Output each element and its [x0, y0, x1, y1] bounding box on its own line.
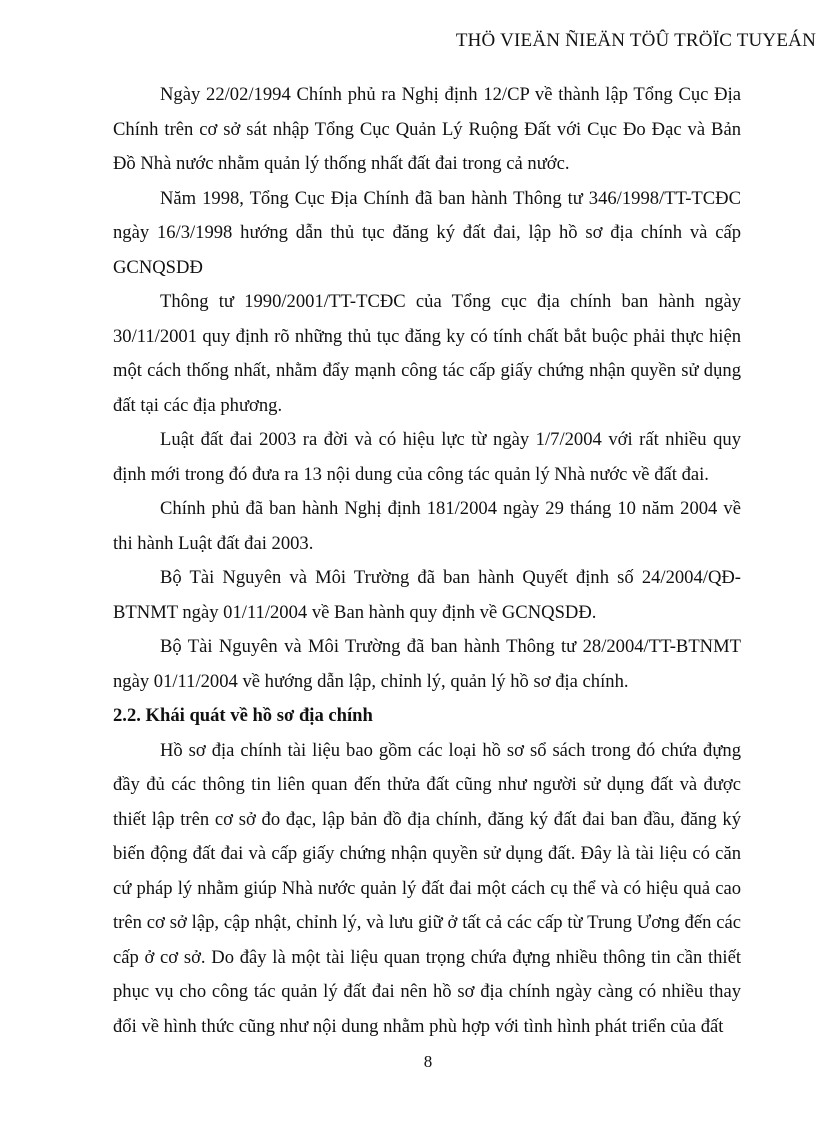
- paragraph-decision-24: Bộ Tài Nguyên và Môi Trường đã ban hành Quyết định số 24/2004/QĐ-BTNMT ngày 01/11/2004 về Ban hành quy định về GCNQSDĐ.: [113, 567, 741, 623]
- section-heading: 2.2. Khái quát về hồ sơ địa chính: [113, 705, 373, 726]
- paragraph-circular-346: Năm 1998, Tổng Cục Địa Chính đã ban hành Thông tư 346/1998/TT-TCĐC ngày 16/3/1998 hướng dẫn thủ tục đăng ký đất đai, lập hồ sơ địa chính và cấp GCNQSDĐ: [113, 187, 741, 278]
- paragraph-decree-181: Chính phủ đã ban hành Nghị định 181/2004 ngày 29 tháng 10 năm 2004 về thi hành Luật đất đai 2003.: [113, 498, 741, 554]
- page-header: THÖ VIEÄN ÑIEÄN TÖÛ TRÖÏC TUYEÁN: [455, 30, 816, 51]
- section-paragraph: Hồ sơ địa chính tài liệu bao gồm các loại hồ sơ sổ sách trong đó chứa đựng đầy đủ các thông tin liên quan đến thửa đất cũng như người sử dụng đất và được thiết lập trên cơ sở đo đạc, lập bản đồ địa chính, đăng ký đất đai ban đầu, đăng ký biến động đất đai và cấp giấy chứng nhận quyền sử dụng đất. Đây là tài liệu có căn cứ pháp lý nhằm giúp Nhà nước quản lý đất đai một cách cụ thể và có hiệu quả cao trên cơ sở lập, cập nhật, chỉnh lý, và lưu giữ ở tất cả các cấp từ Trung Ương đến các cấp ở cơ sở. Do đây là một tài liệu quan trọng chứa đựng nhiều thông tin cần thiết phục vụ cho công tác quản lý đất đai nên hồ sơ địa chính ngày càng có nhiều thay đổi về hình thức cũng như nội dung nhằm phù hợp với tình hình phát triển của đất: [113, 739, 741, 1037]
- paragraph-land-law-2003: Luật đất đai 2003 ra đời và có hiệu lực từ ngày 1/7/2004 với rất nhiều quy định mới trong đó đưa ra 13 nội dung của công tác quản lý Nhà nước về đất đai.: [113, 429, 741, 485]
- paragraph-circular-28: Bộ Tài Nguyên và Môi Trường đã ban hành Thông tư 28/2004/TT-BTNMT ngày 01/11/2004 về hướng dẫn lập, chỉnh lý, quản lý hồ sơ địa chính.: [113, 636, 741, 692]
- document-body: [113, 78, 741, 1044]
- page-number: 8: [423, 1052, 433, 1071]
- paragraph-decree-12cp: Ngày 22/02/1994 Chính phủ ra Nghị định 12/CP về thành lập Tổng Cục Địa Chính trên cơ sở sát nhập Tổng Cục Quản Lý Ruộng Đất với Cục Đo Đạc và Bản Đồ Nhà nước nhằm quản lý thống nhất đất đai trong cả nước.: [113, 84, 741, 174]
- paragraph-circular-1990: Thông tư 1990/2001/TT-TCĐC của Tổng cục địa chính ban hành ngày 30/11/2001 quy định rõ những thủ tục đăng ky có tính chất bắt buộc phải thực hiện một cách thống nhất, nhằm đẩy mạnh công tác cấp giấy chứng nhận quyền sử dụng đất tại các địa phương.: [113, 291, 741, 416]
